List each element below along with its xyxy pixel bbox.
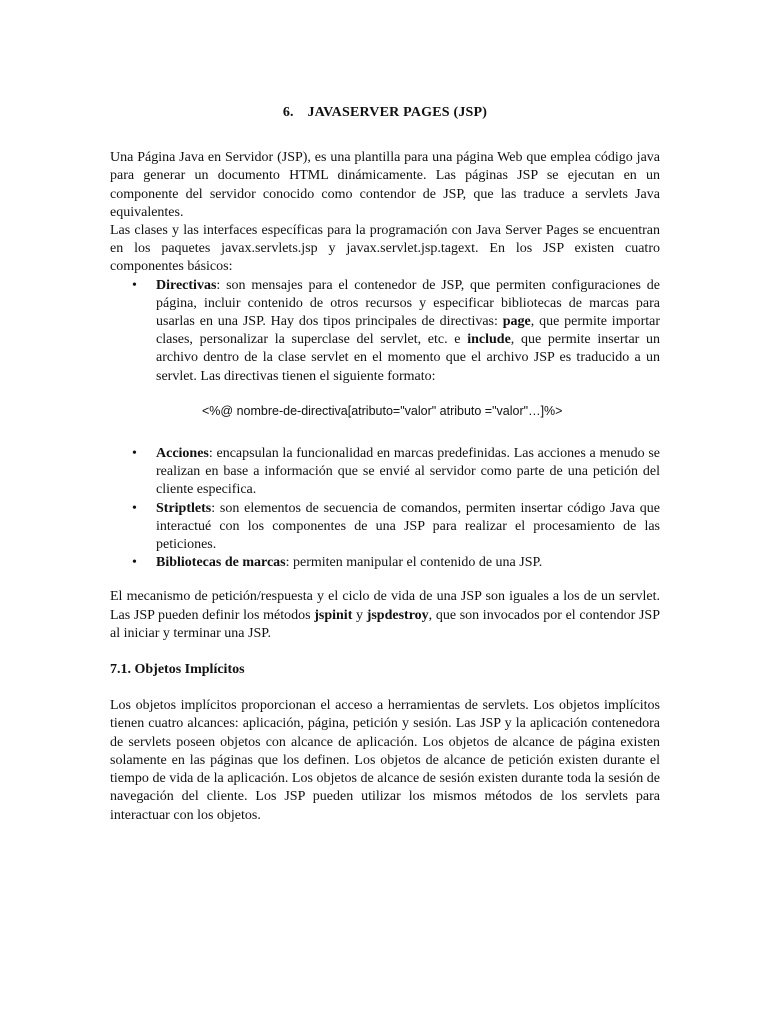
bullet-icon: • xyxy=(132,446,137,462)
bullet-icon: • xyxy=(132,500,137,516)
list-item-striptlets xyxy=(110,500,660,555)
directivas-text-2: , que permite importar clases, personalizar la superclase del servlet, etc. e xyxy=(156,314,661,348)
term-striptlets: Striptlets xyxy=(156,500,212,516)
striptlets-text: : son elementos de secuencia de comandos, permiten insertar código Java que interactué con los componentes de una JSP para realizar el procesamiento de las peticiones. xyxy=(156,500,660,553)
bibliotecas-text: : permiten manipular el contenido de una JSP. xyxy=(285,555,543,571)
acciones-text: : encapsulan la funcionalidad en marcas predefinidas. Las acciones a menudo se realizan en base a información que se envié al servidor como parte de una petición del cliente especifica. xyxy=(156,446,660,498)
section-heading xyxy=(110,104,660,122)
list-item-directivas xyxy=(110,277,660,386)
components-list xyxy=(110,277,660,386)
term-acciones: Acciones xyxy=(156,446,209,462)
lifecycle-text-2: y xyxy=(352,607,367,623)
list-item-bibliotecas xyxy=(110,554,660,572)
section-number: 6. xyxy=(282,105,294,120)
keyword-jspinit: jspinit xyxy=(314,607,353,623)
directive-format-code: <%@ nombre-de-directiva[atributo="valor" atributo ="valor"…]%> xyxy=(202,403,563,418)
bullet-icon: • xyxy=(132,555,137,571)
directivas-text-1: : son mensajes para el contenedor de JSP, que permiten configuraciones de página, incluir contenido de otros recursos y especificar bibliotecas de marcas para usarlas en una JSP. Hay dos tipos principales de directivas: xyxy=(156,277,660,330)
term-bibliotecas: Bibliotecas de marcas xyxy=(156,555,286,571)
section-title: JAVASERVER PAGES (JSP) xyxy=(307,105,488,120)
keyword-page: page xyxy=(502,314,531,330)
spacer xyxy=(110,572,660,588)
intro-paragraph-2: Las clases y las interfaces específicas para la programación con Java Server Pages se encuentran en los paquetes javax.servlets.jsp y javax.servlet.jsp.tagext. En los JSP existen cuatro componentes básicos: xyxy=(110,223,660,275)
intro-paragraph-1: Una Página Java en Servidor (JSP), es una plantilla para una página Web que emplea código java para generar un documento HTML dinámicamente. Las páginas JSP se ejecutan en un componente del servidor conocido como contendor de JSP, que las traduce a servlets Java equivalentes. xyxy=(110,150,660,220)
directivas-text-3: , que permite insertar un archivo dentro de la clase servlet en el momento que el archivo JSP es traducido a un servlet. Las directivas tienen el siguiente formato: xyxy=(156,332,661,384)
term-directivas: Directivas xyxy=(156,277,217,293)
lifecycle-text-1: El mecanismo de petición/respuesta y el ciclo de vida de una JSP son iguales a los de un servlet. Las JSP pueden definir los métodos xyxy=(110,589,660,623)
bullet-icon: • xyxy=(132,277,137,293)
keyword-include: include xyxy=(467,332,511,348)
lifecycle-text-3: , que son invocados por el contendor JSP al iniciar y terminar una JSP. xyxy=(110,607,660,641)
subsection-heading: 7.1. Objetos Implícitos xyxy=(110,662,245,678)
components-list-continued xyxy=(110,445,660,572)
implicit-objects-paragraph: Los objetos implícitos proporcionan el acceso a herramientas de servlets. Los objetos implícitos tienen cuatro alcances: aplicación, página, petición y sesión. Las JSP y la aplicación contenedora de servlets poseen objetos con alcance de aplicación. Los objetos de alcance de página existen solamente en las páginas que los definen. Los objetos de alcance de petición existen durante el tiempo de vida de la aplicación. Los objetos de alcance de sesión existen durante toda la sesión de navegación del cliente. Los JSP pueden utilizar los mismos métodos de los servlets para interactuar con los objetos. xyxy=(110,698,660,823)
keyword-jspdestroy: jspdestroy xyxy=(366,607,429,623)
list-item-acciones xyxy=(110,445,660,500)
document-body xyxy=(110,104,660,825)
lifecycle-paragraph xyxy=(110,588,660,643)
